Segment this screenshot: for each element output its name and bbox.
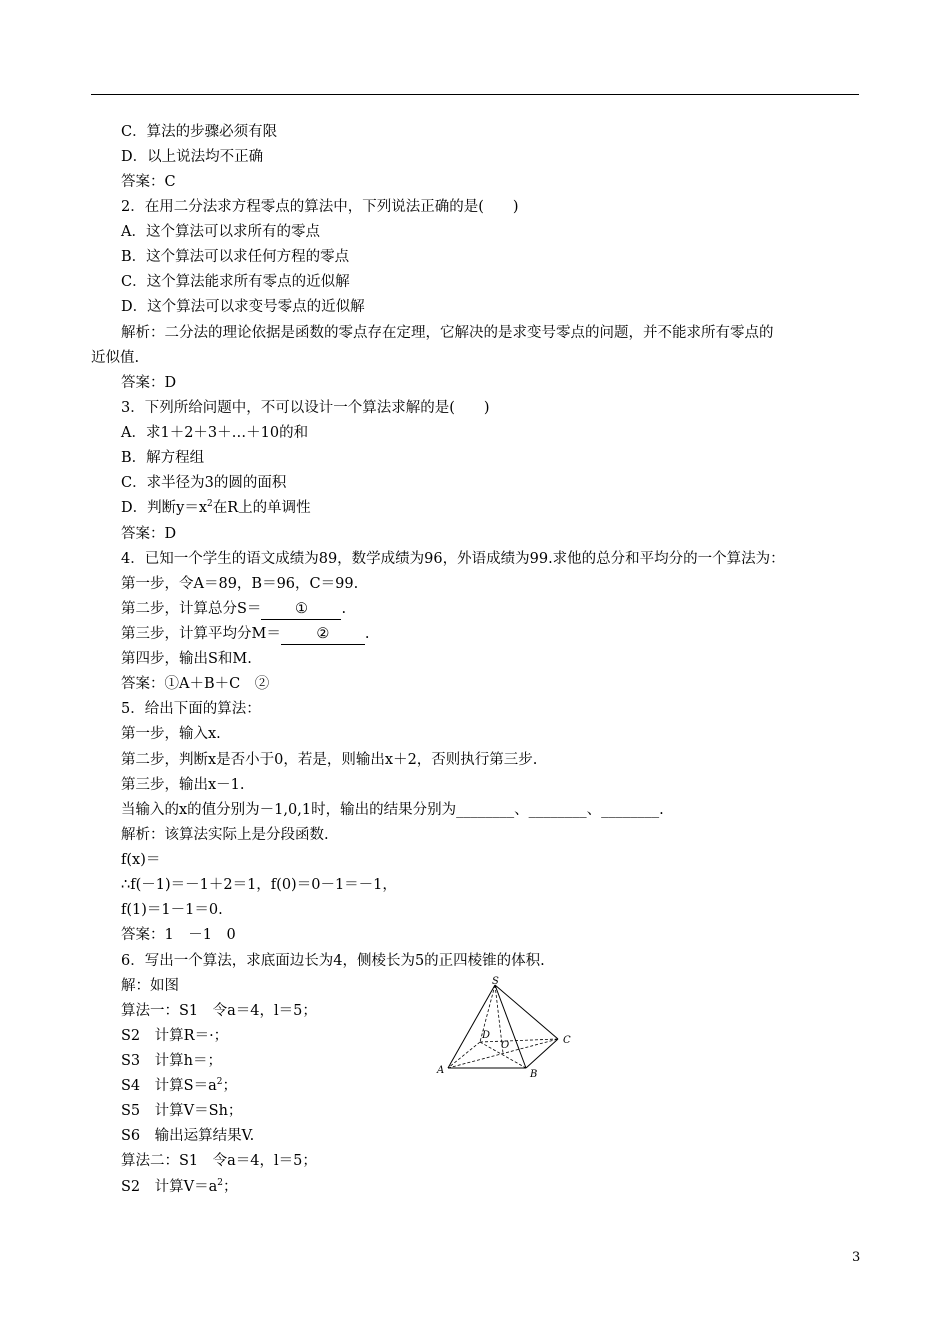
text-seg: S4 计算S＝a xyxy=(121,1078,217,1094)
edge-SA xyxy=(448,985,495,1068)
text-line: S3 计算h＝； xyxy=(121,1053,222,1069)
label-C: C xyxy=(563,1035,571,1046)
header-rule xyxy=(91,94,859,95)
edge-DC xyxy=(480,1039,558,1042)
text-line xyxy=(121,498,311,518)
text-line: 答案：1 －1 0 xyxy=(121,927,236,943)
superscript: 2 xyxy=(216,1077,223,1088)
text-line xyxy=(121,1076,237,1096)
label-D: D xyxy=(482,1030,491,1041)
text-line: 第四步，输出S和M. xyxy=(121,651,252,667)
edge-SC xyxy=(495,985,558,1039)
text-seg: 第二步，计算总分S＝ xyxy=(121,601,262,617)
text-seg: 在R上的单调性 xyxy=(212,500,311,516)
blank-2: ② xyxy=(281,624,365,645)
superscript: 2 xyxy=(217,1178,224,1189)
label-A: A xyxy=(437,1065,445,1076)
text-line: 第一步，输入x. xyxy=(121,726,221,742)
text-line: 3．下列所给问题中，不可以设计一个算法求解的是( ) xyxy=(121,400,490,416)
text-line: 算法一：S1 令a＝4，l＝5； xyxy=(121,1003,317,1019)
text-line: S2 计算R＝·； xyxy=(121,1028,229,1044)
text-line: 答案：C xyxy=(121,174,176,190)
text-line xyxy=(121,624,369,645)
text-line: ∴f(－1)＝－1＋2＝1，f(0)＝0－1＝－1， xyxy=(121,877,397,893)
text-seg: ； xyxy=(223,1179,238,1195)
text-line: D．这个算法可以求变号零点的近似解 xyxy=(121,299,365,315)
text-seg: . xyxy=(341,601,347,617)
text-line: 答案：D xyxy=(121,526,177,542)
text-seg: 第三步，计算平均分M＝ xyxy=(121,626,281,642)
text-line: 算法二：S1 令a＝4，l＝5； xyxy=(121,1153,317,1169)
text-seg: ； xyxy=(222,1078,237,1094)
label-O: O xyxy=(501,1040,510,1051)
text-line: B．这个算法可以求任何方程的零点 xyxy=(121,249,350,265)
text-line: S6 输出运算结果V. xyxy=(121,1128,255,1144)
pyramid-figure xyxy=(432,976,582,1080)
text-line: 解析：二分法的理论依据是函数的零点存在定理，它解决的是求变号零点的问题，并不能求所有零点的 xyxy=(121,325,774,341)
blank-1: ① xyxy=(261,599,341,620)
page-number: 3 xyxy=(852,1250,861,1265)
text-line xyxy=(121,599,346,620)
text-line: 解析：该算法实际上是分段函数. xyxy=(121,827,329,843)
text-line: S5 计算V＝Sh； xyxy=(121,1103,243,1119)
text-line: D．以上说法均不正确 xyxy=(121,149,264,165)
text-line: f(1)＝1－1＝0. xyxy=(121,902,223,918)
text-line: 解：如图 xyxy=(121,978,179,994)
text-line: A．求1＋2＋3＋…＋10的和 xyxy=(121,425,309,441)
text-line: 近似值. xyxy=(91,350,140,366)
text-line: B．解方程组 xyxy=(121,450,205,466)
text-line: C．这个算法能求所有零点的近似解 xyxy=(121,274,350,290)
text-line: 第三步，输出x－1. xyxy=(121,777,245,793)
label-S: S xyxy=(492,976,499,987)
superscript: 2 xyxy=(207,499,213,510)
text-seg: . xyxy=(364,626,370,642)
text-line: 4．已知一个学生的语文成绩为89，数学成绩为96，外语成绩为99.求他的总分和平均分的一个算法为： xyxy=(121,551,785,567)
text-line: 6．写出一个算法，求底面边长为4，侧棱长为5的正四棱锥的体积. xyxy=(121,953,545,969)
text-line: A．这个算法可以求所有的零点 xyxy=(121,224,320,240)
text-line: 答案：①A＋B＋C ② xyxy=(121,676,270,692)
text-seg: D．判断y＝x xyxy=(121,500,207,516)
text-line: 第二步，判断x是否小于0，若是，则输出x＋2，否则执行第三步. xyxy=(121,752,538,768)
text-line: f(x)＝ xyxy=(121,852,161,868)
text-seg: S2 计算V＝a xyxy=(121,1179,218,1195)
text-line xyxy=(121,1177,238,1197)
text-line: 答案：D xyxy=(121,375,177,391)
text-line: 2．在用二分法求方程零点的算法中，下列说法正确的是( ) xyxy=(121,199,519,215)
text-line: 5．给出下面的算法： xyxy=(121,701,261,717)
text-line: 当输入的x的值分别为－1,0,1时，输出的结果分别为________、________、________. xyxy=(121,802,664,818)
text-line: 第一步，令A＝89，B＝96，C＝99. xyxy=(121,576,359,592)
label-B: B xyxy=(530,1069,538,1080)
text-line: C．求半径为3的圆的面积 xyxy=(121,475,287,491)
text-line: C．算法的步骤必须有限 xyxy=(121,124,278,140)
